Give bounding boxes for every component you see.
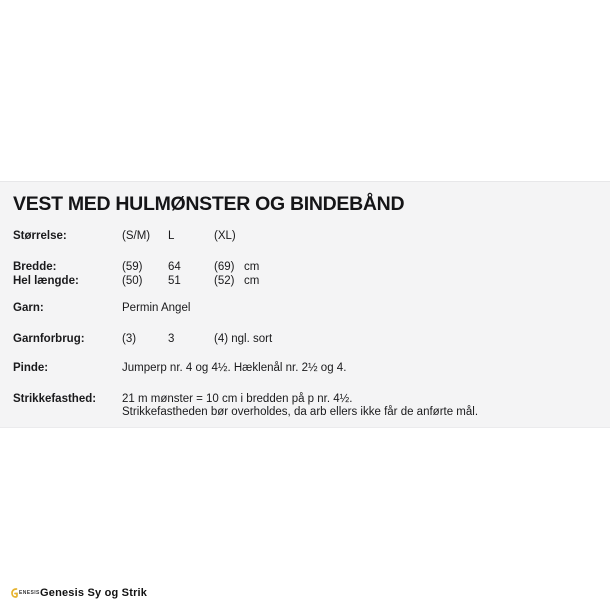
footer [0,584,610,604]
length-row [0,275,610,289]
genesis-logo-icon [11,587,18,599]
needles-value: Jumperp nr. 4 og 4½. Hæklenål nr. 2½ og 4. [122,361,347,374]
gauge-row [0,393,610,421]
genesis-logo [11,586,40,599]
length-unit: cm [244,274,260,287]
length-l: 51 [168,274,181,287]
width-sm: (59) [122,261,143,273]
needles-row [0,362,610,376]
length-label: Hel længde: [13,274,79,287]
width-label: Bredde: [13,261,57,273]
size-xl: (XL) [214,230,236,242]
width-unit: cm [244,261,260,273]
yarn-row [0,302,610,316]
gauge-line1: 21 m mønster = 10 cm i bredden på p nr. 4½. [122,392,353,405]
yarn-label: Garn: [13,302,44,314]
gauge-line2: Strikkefastheden bør overholdes, da arb ellers ikke får de anførte mål. [122,406,479,418]
gauge-label: Strikkefasthed: [13,392,97,405]
usage-xl: (4) ngl. sort [214,333,273,345]
usage-label: Garnforbrug: [13,333,85,345]
pattern-info-panel [0,181,610,428]
yarn-value: Permin Angel [122,302,191,314]
yarn-usage-row [0,333,610,347]
width-l: 64 [168,261,181,273]
size-sm: (S/M) [122,230,151,242]
brand-name: Genesis Sy og Strik [40,587,148,599]
needles-label: Pinde: [13,361,49,374]
size-l: L [168,230,175,242]
usage-l: 3 [168,333,175,345]
genesis-logo-text: ENESIS [19,589,40,596]
length-sm: (50) [122,274,143,287]
length-xl: (52) [214,274,235,287]
usage-sm: (3) [122,333,137,345]
width-xl: (69) [214,261,235,273]
size-label: Størrelse: [13,230,67,242]
width-row [0,261,610,275]
size-row [0,230,610,244]
page-title: VEST MED HULMØNSTER OG BINDEBÅND [13,193,405,215]
